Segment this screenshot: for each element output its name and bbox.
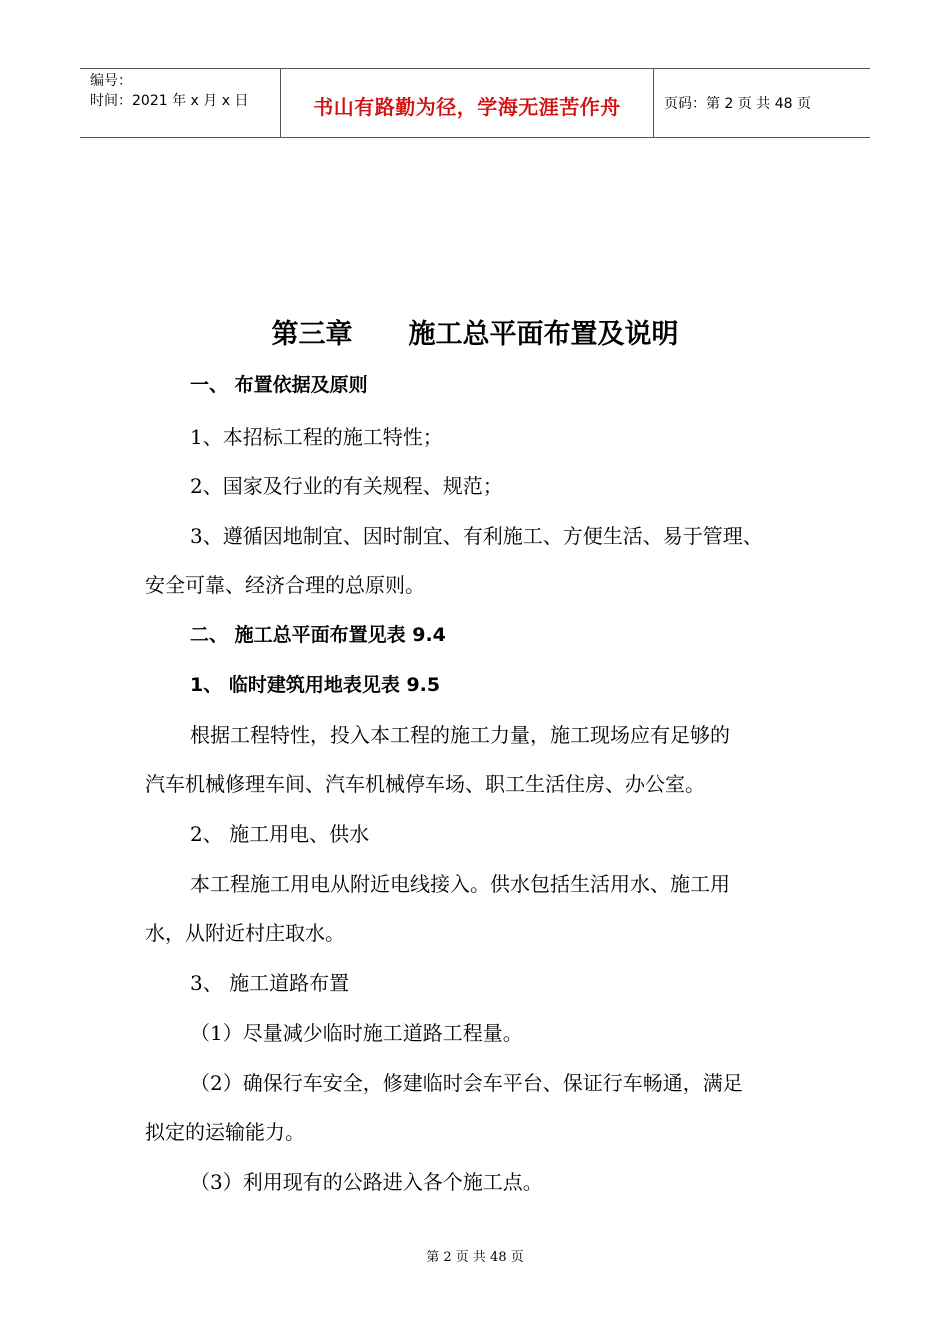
chapter-title [0, 312, 950, 351]
header-page-cell [654, 69, 870, 137]
section-2-1-text-line-1: 根据工程特性，投入本工程的施工力量，施工现场应有足够的 [190, 723, 730, 747]
section-1-item-3-line-1: 3、遵循因地制宜、因时制宜、有利施工、方便生活、易于管理、 [190, 524, 763, 548]
section-1-heading: 一、 布置依据及原则 [190, 374, 368, 396]
chapter-number: 第三章 [271, 319, 353, 350]
section-2-3-item-2-line-2: 拟定的运输能力。 [145, 1120, 305, 1144]
section-1-item-3-line-2: 安全可靠、经济合理的总原则。 [145, 573, 425, 597]
section-2-2-heading: 2、 施工用电、供水 [190, 822, 370, 846]
section-2-2-text-line-1: 本工程施工用电从附近电线接入。供水包括生活用水、施工用 [190, 872, 730, 896]
page-footer: 第 2 页 共 48 页 [426, 1250, 524, 1265]
header-meta [80, 69, 281, 137]
section-2-1-heading: 1、 临时建筑用地表见表 9.5 [190, 674, 441, 696]
section-1-item-2: 2、国家及行业的有关规程、规范； [190, 474, 503, 498]
section-2-2-text-line-2: 水，从附近村庄取水。 [145, 921, 345, 945]
section-1-item-1: 1、本招标工程的施工特性； [190, 425, 443, 449]
page-header [80, 68, 870, 138]
chapter-name: 施工总平面布置及说明 [408, 319, 679, 350]
date-label: 时间：2021 年 x 月 x 日 [90, 93, 249, 109]
header-motto: 书山有路勤为径，学海无涯苦作舟 [313, 95, 621, 119]
serial-label: 编号： [90, 73, 132, 89]
section-2-1-text-line-2: 汽车机械修理车间、汽车机械停车场、职工生活住房、办公室。 [145, 772, 705, 796]
header-motto-cell [281, 69, 654, 137]
header-page-label: 页码：第 2 页 共 48 页 [664, 96, 811, 112]
section-2-3-item-1: （1）尽量减少临时施工道路工程量。 [190, 1021, 523, 1045]
section-2-3-item-3: （3）利用现有的公路进入各个施工点。 [190, 1170, 543, 1194]
section-2-heading: 二、 施工总平面布置见表 9.4 [190, 624, 446, 646]
section-2-3-item-2-line-1: （2）确保行车安全，修建临时会车平台、保证行车畅通，满足 [190, 1071, 743, 1095]
section-2-3-heading: 3、 施工道路布置 [190, 971, 350, 995]
